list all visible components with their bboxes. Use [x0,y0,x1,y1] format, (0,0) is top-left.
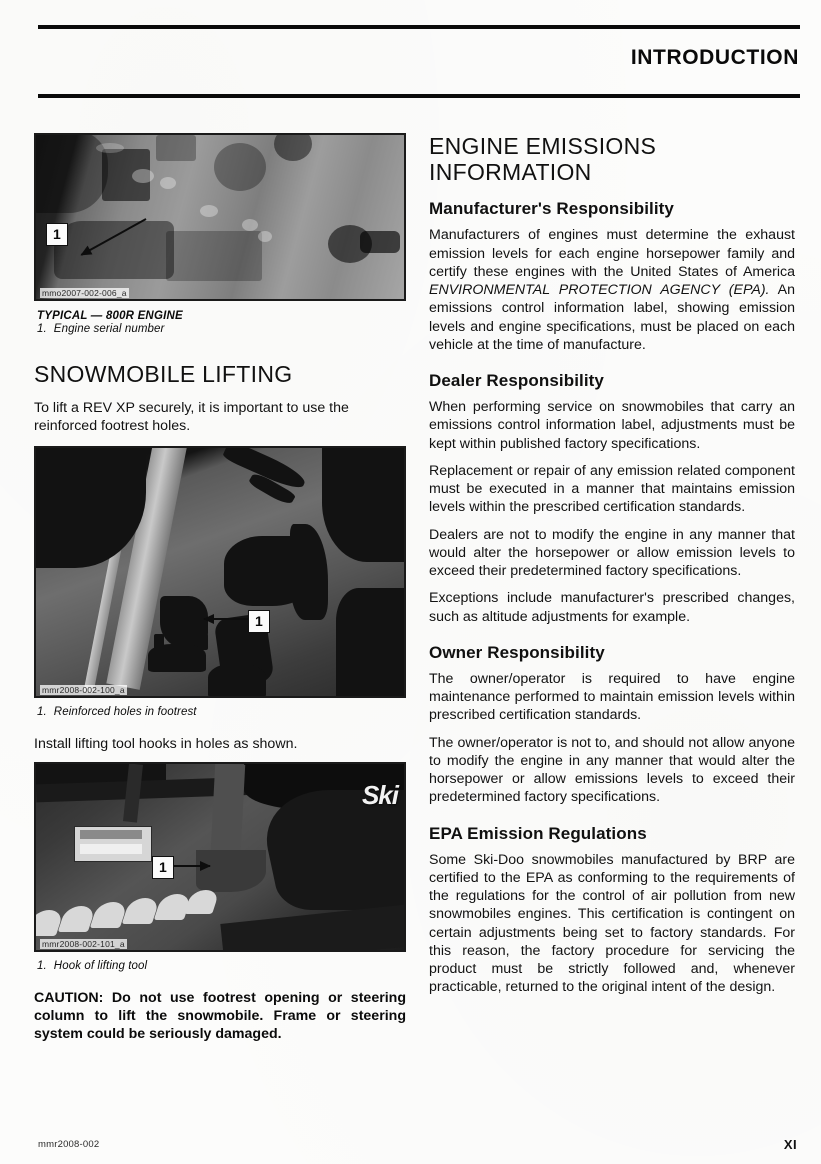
text-run: The owner/operator is not to, and should not allow anyone to modify the engine in any manner that would alter the horsepower or allow emissions levels to exceed their predetermined factory specifications. [429,734,795,806]
right-column-sections [429,199,795,996]
subheading-epa-emission-regulations: EPA Emission Regulations [429,823,647,843]
figure3-caption-item-1-num: 1. [37,959,47,972]
text-run: Exceptions include manufacturer's prescribed changes, such as altitude adjustments for example. [429,590,795,625]
figure3-caption-item-1 [37,960,406,972]
left-column [34,133,406,1043]
paragraph [429,589,795,626]
caution-text: Do not use footrest opening or steering column to lift the snowmobile. Frame or steering system could be seriously damaged. [34,989,406,1042]
figure3-callout-1: 1 [152,856,174,879]
figure1-caption-item-1 [37,323,406,335]
figure-hook-of-lifting-tool [34,762,406,952]
right-column [429,133,795,1006]
paragraph [429,398,795,453]
text-run: Some Ski-Doo snowmobiles manufactured by BRP are certified to the EPA as conforming to the requirements of the regulations for the control of air pollution from new snowmobiles engines. This certification is contingent on certain adjustments being set to factory standards. For this reason, the factory procedure for servicing the product must be strictly followed and, whenever practicable, returned to the original intent of the design. [429,851,795,996]
figure1-callout-1: 1 [46,223,68,246]
figure2-callout-1: 1 [248,610,270,633]
heading-engine-emissions-information: ENGINE EMISSIONS INFORMATION [429,133,657,186]
paragraph [429,526,795,581]
figure3-brand-text: Ski [361,779,398,810]
page-header-title: INTRODUCTION [630,46,799,69]
figure2-callout-arrow [204,618,250,620]
figure2-caption-item-1-text: Reinforced holes in footrest [53,705,197,718]
header-rule-bottom [38,94,800,98]
caution-note [34,989,406,1043]
text-run: The owner/operator is required to have engine maintenance performed to maintain emission levels within prescribed certification standards. [429,670,795,724]
text-run: An emissions control information label, showing emission levels and engine specifications, must be placed on each vehicle at the time of manufacture. [429,282,795,353]
figure-engine-serial-number [34,133,406,301]
figure1-caption-item-1-text: Engine serial number [53,323,165,335]
figure1-caption-title: TYPICAL — 800R ENGINE [37,310,183,322]
photo-footrest [36,448,404,696]
emphasized-text: ENVIRONMENTAL PROTECTION AGENCY (EPA). [429,282,770,299]
paragraph-lifting-intro: To lift a REV XP securely, it is important to use the reinforced footrest holes. [34,400,349,435]
figure-reinforced-footrest-holes [34,446,406,698]
caution-label: CAUTION: [34,989,104,1006]
figure3-caption-item-1-text: Hook of lifting tool [53,959,148,972]
subheading-manufacturer-s-responsibility: Manufacturer's Responsibility [429,199,674,219]
paragraph [429,462,795,517]
subheading-dealer-responsibility: Dealer Responsibility [429,371,604,391]
footer-document-code: mmr2008-002 [38,1139,100,1150]
text-run: Manufacturers of engines must determine the exhaust emission levels for each engine horsepower family and certify these engines with the United States of America [429,227,795,280]
paragraph-install-lifting-tool: Install lifting tool hooks in holes as shown. [34,735,298,752]
figure1-caption-item-1-num: 1. [37,323,47,335]
paragraph [429,851,795,997]
figure3-id-label: mmr2008-002-101_a [42,938,125,949]
figure2-id-label: mmr2008-002-100_a [42,684,125,695]
photo-800r-engine [36,135,404,299]
header-rule-top [38,25,800,29]
text-run: Replacement or repair of any emission related component must be executed in a manner that maintains emission levels within the prescribed certification standards. [429,462,795,516]
text-run: Dealers are not to modify the engine in any manner that would alter the horsepower or allow emission levels to exceed their predetermined factory specifications. [429,526,795,580]
subheading-owner-responsibility: Owner Responsibility [429,642,605,662]
paragraph [429,734,795,807]
figure1-id-label: mmo2007-002-006_a [42,288,127,298]
paragraph [429,670,795,725]
paragraph [429,226,795,354]
figure2-caption-item-1 [37,706,406,718]
footer-page-number: XI [783,1137,797,1152]
photo-lifting-hook [36,764,404,950]
section-heading-snowmobile-lifting: SNOWMOBILE LIFTING [34,361,293,387]
figure2-caption-item-1-num: 1. [37,705,47,718]
text-run: When performing service on snowmobiles that carry an emissions control information label, adjustments must be kept within published factory specifications. [429,399,795,452]
figure3-callout-arrow [174,865,210,867]
